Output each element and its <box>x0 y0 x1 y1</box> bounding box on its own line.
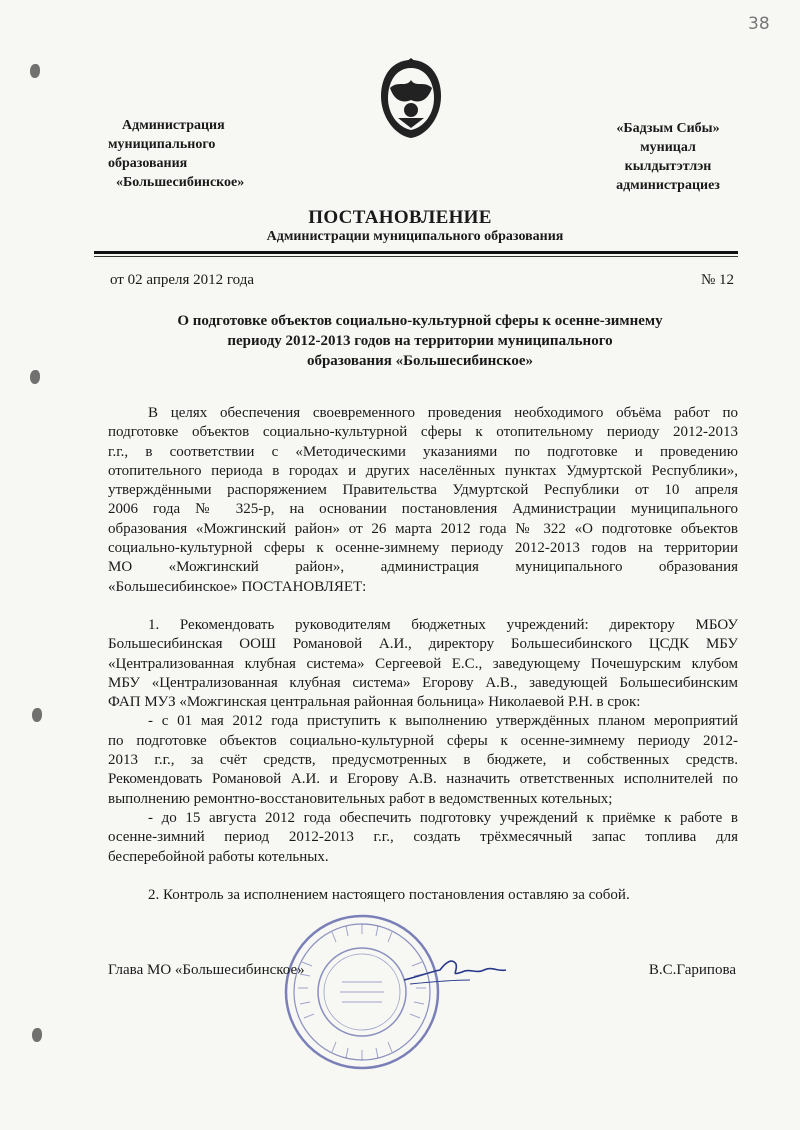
text-line: Рекомендовать Романовой А.И. и Егорову А.В. назначить ответственных исполнителей по <box>108 771 738 788</box>
signer-name: В.С.Гарипова <box>648 962 736 978</box>
punch-hole-mark <box>30 370 40 384</box>
subject-line: О подготовке объектов социально-культурной сферы к осенне-зимнему <box>177 313 663 329</box>
punch-hole-mark <box>32 708 42 722</box>
text-line: бесперебойной работы котельных. <box>108 848 329 865</box>
org-line: «Большесибинское» <box>116 175 245 190</box>
text-line: 1. Рекомендовать руководителям бюджетных учреждений: директору МБОУ <box>148 616 738 633</box>
text-line: ФАП МУЗ «Можгинская центральная районная больница» Николаевой Р.Н. в срок: <box>108 694 641 711</box>
text-line: - с 01 мая 2012 года приступить к выполнению утверждённых планом мероприятий <box>148 713 738 730</box>
punch-hole-mark <box>32 1028 42 1042</box>
org-line: кылдытэтлэн <box>624 159 712 174</box>
item-1-subpoint-2 <box>108 809 738 867</box>
item-1-paragraph <box>108 616 738 712</box>
text-line: подготовке объектов социально-культурной сферы к отопительному периоду 2012-2013 <box>108 424 738 441</box>
text-line: социально-культурной сферы к осенне-зимнему периоду 2012-2013 годов на территории <box>108 540 738 557</box>
org-name-russian <box>108 116 308 192</box>
document-subject <box>120 311 720 371</box>
text-line: «Централизованная клубная система» Сергеевой Е.С., заведующему Почешурским клубом <box>108 655 738 672</box>
text-line: 2006 года № 325-р, на основании постановления Администрации муниципального <box>108 501 738 518</box>
header-divider-thin <box>94 256 738 257</box>
document-title: ПОСТАНОВЛЕНИЕ <box>308 207 492 228</box>
document-date: от 02 апреля 2012 года <box>110 272 255 288</box>
org-line: муницал <box>640 140 696 155</box>
org-line: Администрация <box>122 118 225 133</box>
text-line: «Большесибинское» ПОСТАНОВЛЯЕТ: <box>108 578 367 595</box>
document-body <box>108 404 738 905</box>
text-line: г.г., в соответствии с «Методическими указаниями по подготовке и проведению <box>108 443 738 460</box>
header-divider <box>94 251 738 254</box>
org-line: муниципального <box>108 137 216 152</box>
official-seal-stamp <box>282 912 442 1072</box>
signer-position: Глава МО «Большесибинское» <box>108 962 305 978</box>
page-number: 38 <box>748 14 770 34</box>
text-line: Большесибинская ООШ Романовой А.И., директору Большесибинского ЦСДК МБУ <box>108 636 738 653</box>
punch-hole-mark <box>30 64 40 78</box>
item-2-paragraph <box>108 886 738 905</box>
document-number: № 12 <box>700 272 734 288</box>
text-line: отопительного периода в городах и других населённых пунктах Удмуртской Республики», <box>108 462 738 479</box>
coat-of-arms-emblem <box>376 58 446 140</box>
text-line: - до 15 августа 2012 года обеспечить подготовку учреждений к приёмке к работе в <box>148 809 738 826</box>
document-subtitle: Администрации муниципального образования <box>266 229 564 244</box>
subject-line: периоду 2012-2013 годов на территории муниципального <box>227 333 613 349</box>
text-line: МО «Можгинский район», администрация муниципального образования <box>108 559 738 576</box>
text-line: МБУ «Централизованная клубная система» Егорову А.В., заведующей Большесибинским <box>108 674 738 691</box>
text-line: образования «Можгинский район» от 26 марта 2012 года № 322 «О подготовке объектов <box>108 520 738 537</box>
org-name-udmurt <box>588 119 748 195</box>
org-line: образования <box>108 156 188 171</box>
text-line: В целях обеспечения своевременного проведения необходимого объёма работ по <box>148 405 738 421</box>
text-line: 2013 г.г., за счёт средств, предусмотренных в бюджете, и собственных средств. <box>108 752 738 769</box>
handwritten-signature <box>400 950 510 990</box>
text-line: выполнению ремонтно-восстановительных работ в ведомственных котельных; <box>108 790 613 807</box>
preamble-paragraph <box>108 404 738 597</box>
org-line: «Бадзым Сибы» <box>616 121 720 136</box>
text-line: по подготовке объектов социально-культурной сферы к осенне-зимнему периоду 2012- <box>108 732 738 749</box>
text-line: утверждёнными распоряжением Правительства Удмуртской Республики от 10 апреля <box>108 482 738 499</box>
subject-line: образования «Большесибинское» <box>306 353 534 369</box>
item-1-subpoint-1 <box>108 712 738 808</box>
org-line: администрациез <box>616 178 720 193</box>
text-line: 2. Контроль за исполнением настоящего постановления оставляю за собой. <box>148 886 630 903</box>
text-line: осенне-зимний период 2012-2013 г.г., создать трёхмесячный запас топлива для <box>108 829 738 846</box>
